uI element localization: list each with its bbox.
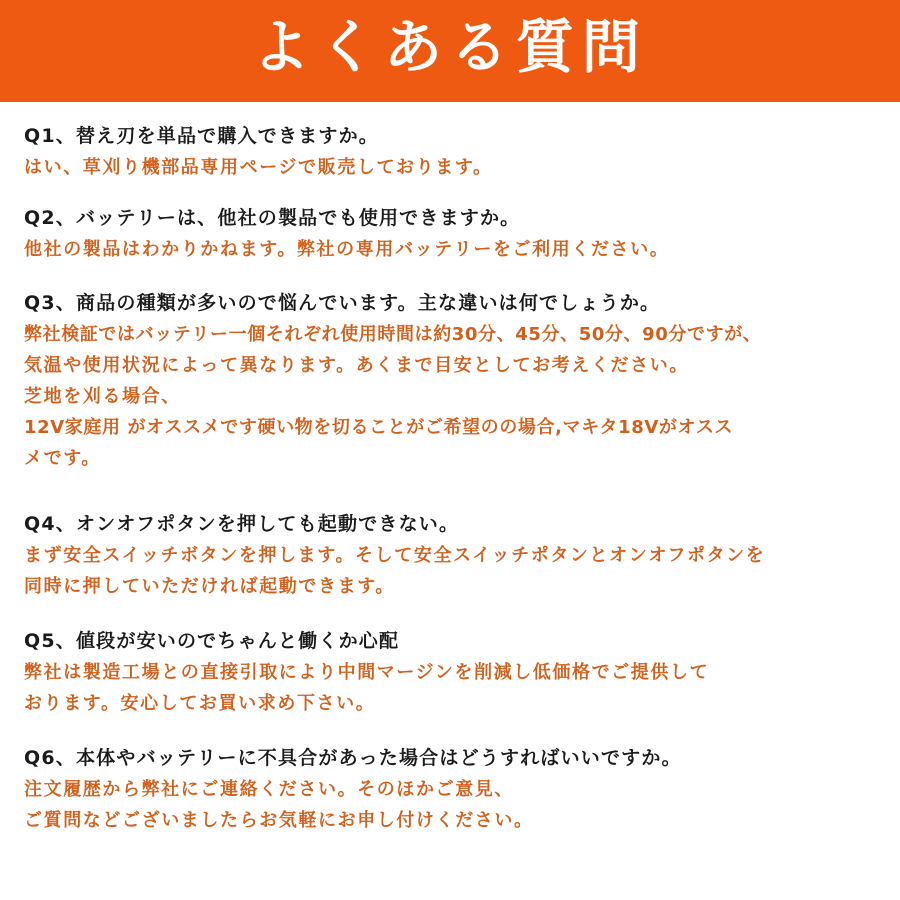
faq-item-6 bbox=[24, 742, 884, 836]
faq-answer-line: 弊社検証ではバッテリー一個それぞれ使用時間は約30分、45分、50分、90分ですが、 bbox=[24, 324, 762, 345]
faq-answer-line: ご質問などございましたらお気軽にお申し付けください。 bbox=[24, 810, 534, 831]
faq-header-banner bbox=[0, 0, 900, 102]
faq-item-1 bbox=[24, 120, 884, 183]
faq-answer-line: 同時に押していただければ起動できます。 bbox=[24, 576, 395, 597]
faq-item-2 bbox=[24, 202, 884, 265]
faq-question: Q6、本体やバッテリーに不具合があった場合はどうすればいいですか。 bbox=[24, 747, 682, 769]
faq-answer-line: 12V家庭用 がオススメです硬い物を切ることがご希望のの場合,マキタ18Vがオスス bbox=[24, 417, 734, 438]
faq-answer-line: はい、草刈り機部品専用ページで販売しております。 bbox=[24, 157, 493, 178]
page-title: よくある質問 bbox=[251, 13, 648, 81]
faq-answer-line: 気温や使用状況によって異なります。あくまで目安としてお考えください。 bbox=[24, 355, 689, 376]
faq-question: Q3、商品の種類が多いので悩んでいます。主な違いは何でしょうか。 bbox=[24, 292, 661, 314]
faq-item-5 bbox=[24, 625, 884, 719]
faq-question: Q5、値段が安いのでちゃんと働くか心配 bbox=[24, 630, 400, 652]
faq-answer-line: おります。安心してお買い求め下さい。 bbox=[24, 693, 376, 714]
faq-question: Q4、オンオフポタンを押しても起動できない。 bbox=[24, 513, 460, 535]
faq-answer-line: 弊社は製造工場との直接引取により中間マージンを削減し低価格でご提供して bbox=[24, 662, 710, 683]
faq-question: Q2、バッテリーは、他社の製品でも使用できますか。 bbox=[24, 207, 521, 229]
faq-answer-line: 芝地を刈る場合、 bbox=[24, 386, 181, 407]
faq-answer-line: 他社の製品はわかりかねます。弊社の専用バッテリーをご利用ください。 bbox=[24, 239, 670, 260]
faq-answer-line: 注文履歴から弊社にご連絡ください。そのほかご意見、 bbox=[24, 779, 514, 800]
faq-answer-line: メです。 bbox=[24, 448, 101, 469]
faq-question: Q1、替え刃を単品で購入できますか。 bbox=[24, 125, 379, 147]
faq-answer-line: まず安全スイッチボタンを押します。そして安全スイッチポタンとオンオフポタンを bbox=[24, 545, 766, 566]
faq-item-4 bbox=[24, 508, 884, 602]
faq-item-3 bbox=[24, 287, 884, 474]
